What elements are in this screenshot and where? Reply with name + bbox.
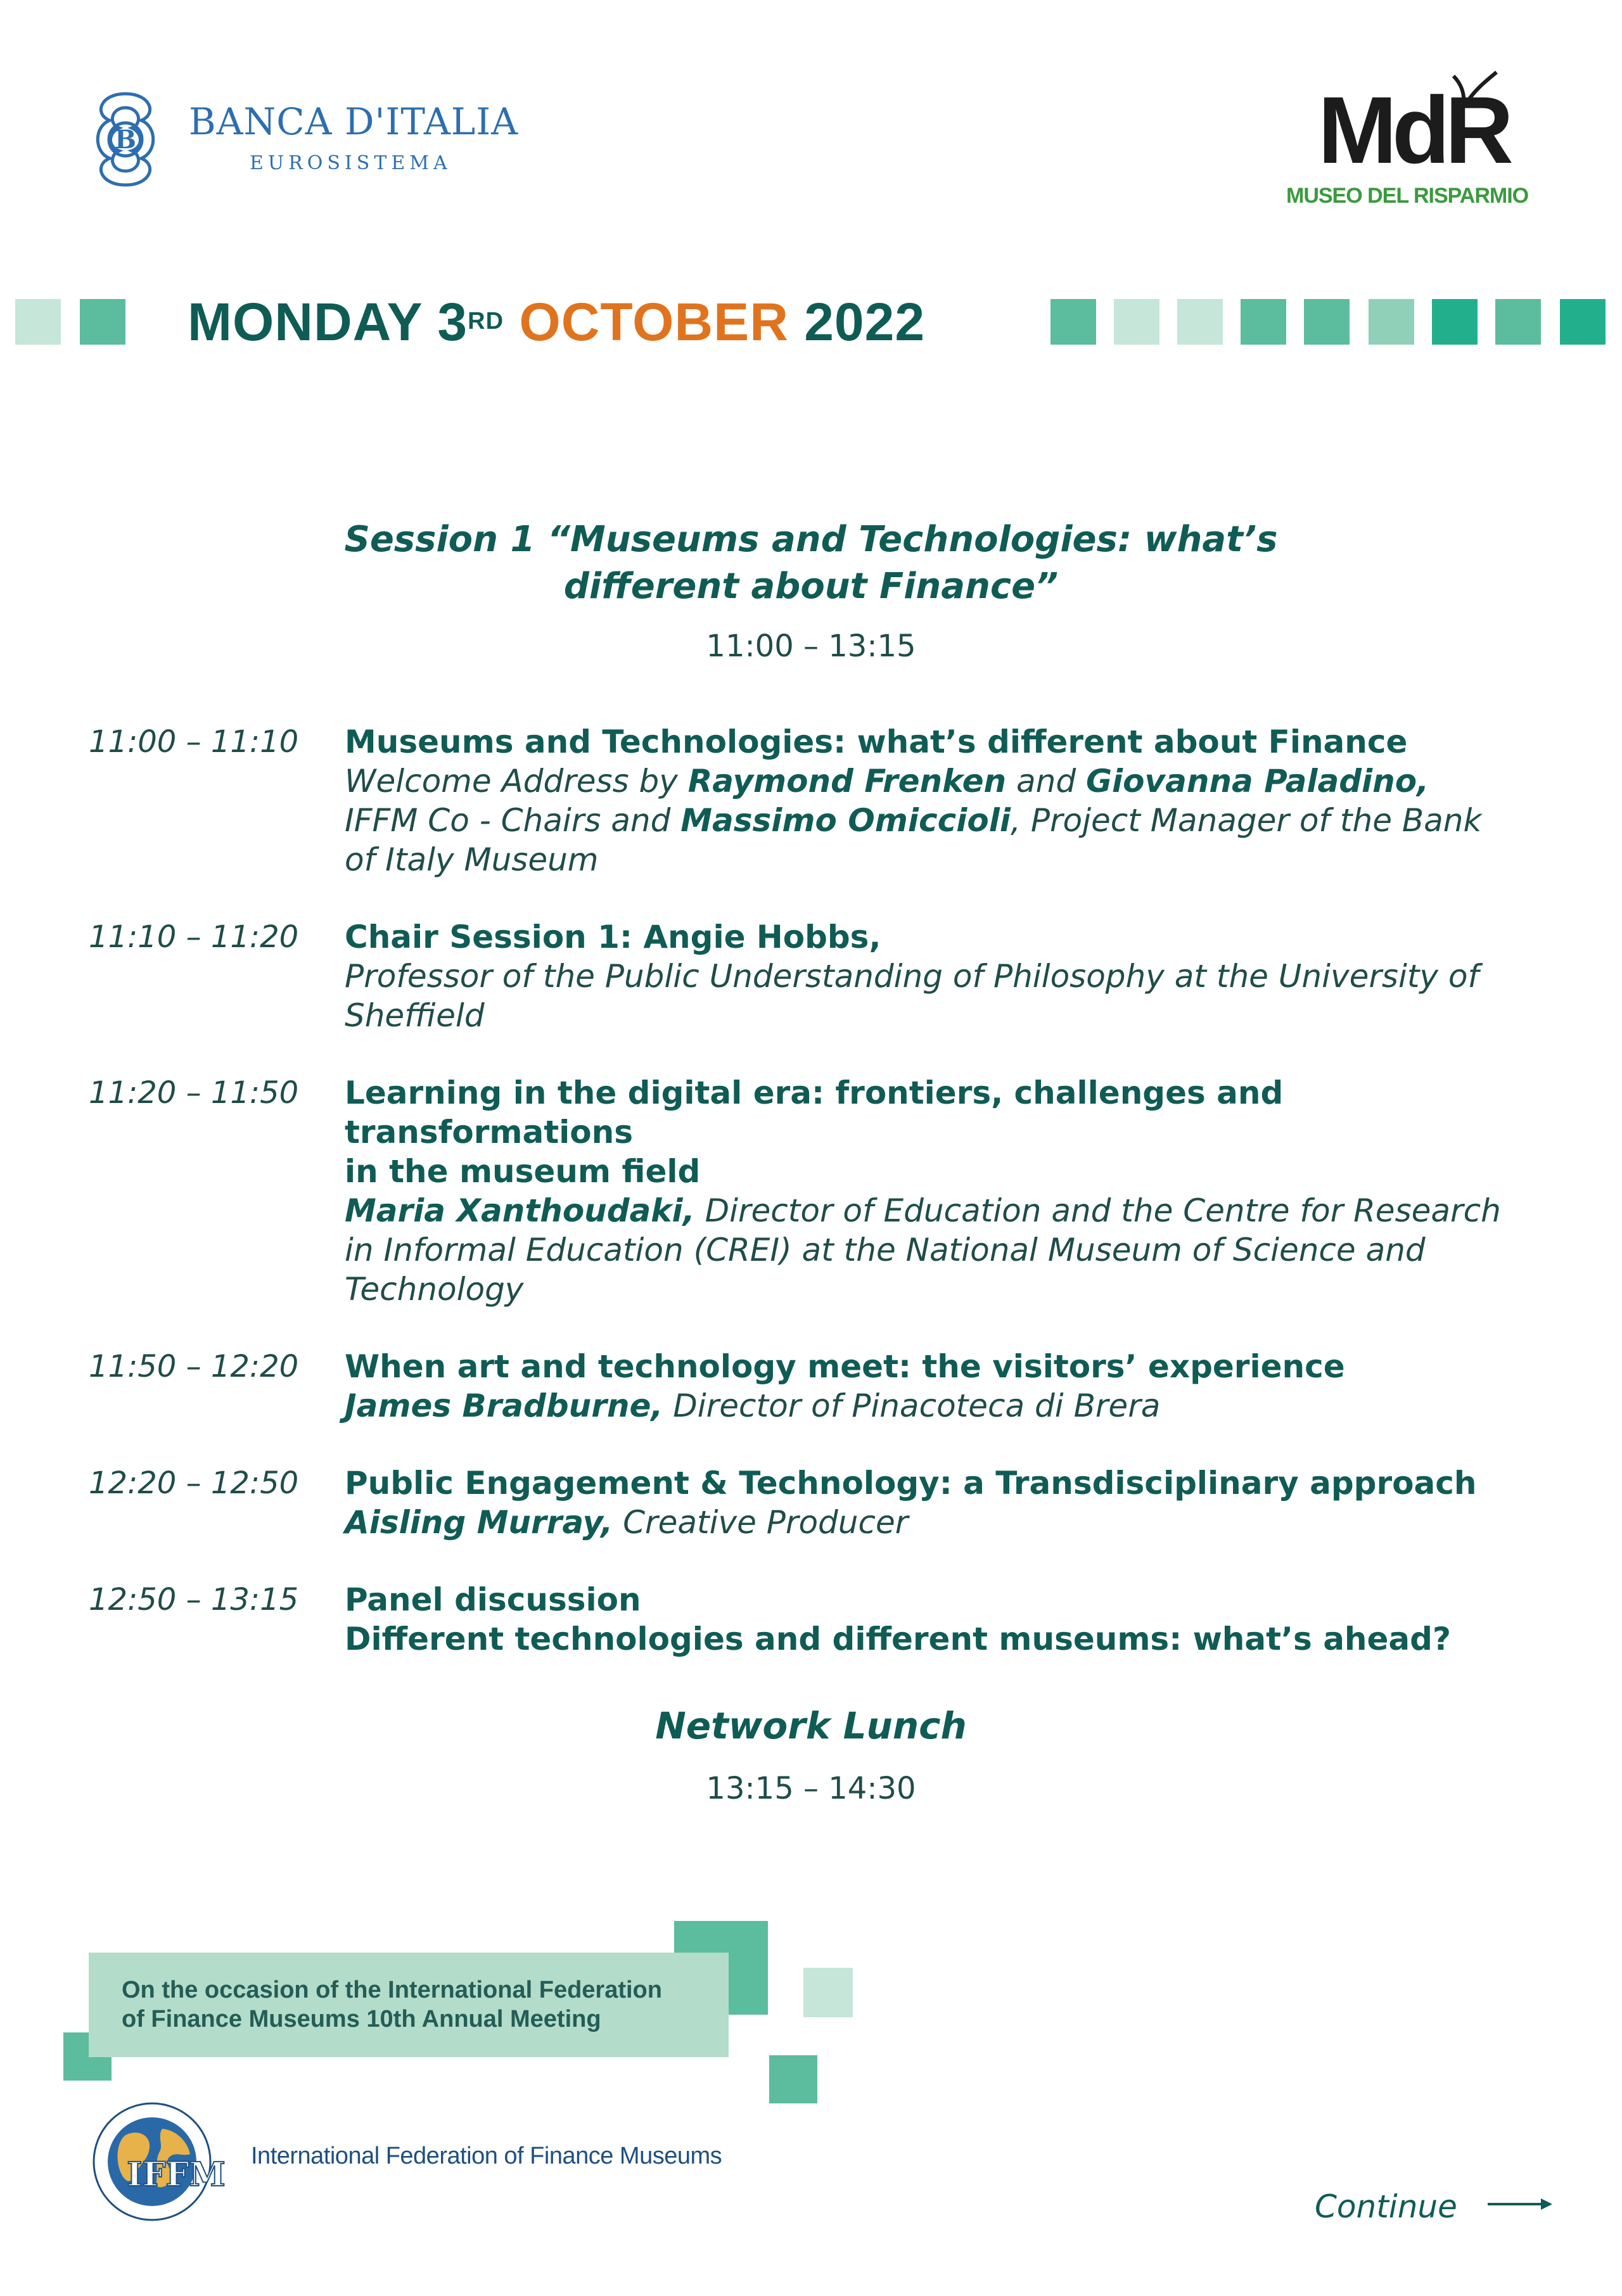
agenda-time: 12:20 – 12:50	[89, 1465, 299, 1501]
agenda-desc: Maria Xanthoudaki, Director of Education and the Centre for Research	[345, 1192, 1501, 1229]
date-year: 2022	[804, 292, 926, 352]
continue-label[interactable]: Continue	[1315, 2188, 1457, 2225]
lunch-title: Network Lunch	[655, 1704, 967, 1747]
session-title-line: different about Finance”	[563, 566, 1059, 607]
date-month: OCTOBER	[519, 292, 789, 352]
agenda-time: 12:50 – 13:15	[89, 1582, 299, 1617]
agenda-time: 11:10 – 11:20	[89, 919, 299, 955]
deco-square	[15, 299, 61, 345]
speaker-name: Massimo Omiccioli	[680, 802, 1011, 839]
agenda-item	[89, 722, 1546, 879]
agenda-desc: Technology	[345, 1271, 524, 1308]
agenda-title: Chair Session 1: Angie Hobbs,	[345, 919, 881, 955]
speaker-name: Maria Xanthoudaki,	[345, 1192, 695, 1229]
bank-subtitle: EUROSISTEMA	[250, 152, 452, 174]
occasion-text: On the occasion of the International Federation	[122, 1977, 662, 2003]
iffm-logo	[81, 2091, 239, 2230]
deco-square	[1177, 299, 1223, 345]
lunch-time: 13:15 – 14:30	[706, 1771, 916, 1806]
deco-square	[1114, 299, 1159, 345]
agenda-desc: Professor of the Public Understanding of Philosophy at the University of	[345, 958, 1479, 995]
agenda-desc: Welcome Address by Raymond Frenken and Giovanna Paladino,	[345, 763, 1429, 800]
agenda-title: Panel discussion	[345, 1581, 641, 1618]
agenda-title: Learning in the digital era: frontiers, challenges and transformations	[345, 1075, 1284, 1151]
agenda-time: 11:20 – 11:50	[89, 1075, 299, 1111]
speaker-name: Aisling Murray,	[345, 1504, 613, 1541]
speaker-name: Giovanna Paladino,	[1085, 763, 1429, 800]
agenda-desc: James Bradburne, Director of Pinacoteca di Brera	[345, 1387, 1161, 1424]
date-day: MONDAY 3	[188, 292, 468, 352]
iffm-logo-text: IFFM	[127, 2155, 226, 2194]
agenda-desc: of Italy Museum	[345, 841, 599, 878]
session-title	[228, 516, 1394, 610]
agenda-item	[89, 1347, 1546, 1425]
deco-square	[1432, 299, 1478, 345]
speaker-name: Raymond Frenken	[687, 763, 1007, 800]
agenda-desc: IFFM Co - Chairs and Massimo Omiccioli, Project Manager of the Bank	[345, 802, 1482, 839]
date-heading	[188, 290, 925, 354]
agenda-title: Public Engagement & Technology: a Transdisciplinary approach	[345, 1465, 1477, 1502]
agenda-title: Museums and Technologies: what’s different about Finance	[345, 724, 1408, 760]
date-suffix: RD	[468, 308, 504, 335]
banca-italia-emblem-icon	[81, 89, 170, 190]
deco-square	[1050, 299, 1096, 345]
occasion-banner	[89, 1953, 729, 2057]
federation-name: International Federation of Finance Museums	[251, 2143, 722, 2169]
agenda-item	[89, 917, 1546, 1035]
session-time: 11:00 – 13:15	[706, 628, 916, 664]
deco-square	[1560, 299, 1606, 345]
session-title-line: Session 1 “Museums and Technologies: what’s	[344, 519, 1278, 560]
agenda-desc: Aisling Murray, Creative Producer	[345, 1504, 909, 1541]
bank-name: BANCA D'ITALIA	[189, 100, 519, 143]
agenda-time: 11:00 – 11:10	[89, 724, 299, 760]
agenda	[89, 722, 1546, 1697]
banca-italia-logo	[81, 89, 519, 196]
deco-square	[1369, 299, 1414, 345]
arrow-right-icon	[1488, 2197, 1554, 2212]
museo-risparmio-logo	[1286, 70, 1552, 215]
museum-mark: MdR	[1318, 77, 1509, 183]
agenda-title: When art and technology meet: the visitors’ experience	[345, 1348, 1345, 1385]
deco-square	[1495, 299, 1541, 345]
agenda-desc: Sheffield	[345, 997, 485, 1034]
svg-text:B: B	[115, 125, 136, 155]
agenda-title: Different technologies and different museums: what’s ahead?	[345, 1621, 1451, 1657]
agenda-item	[89, 1464, 1546, 1542]
speaker-name: James Bradburne,	[345, 1387, 663, 1424]
agenda-item	[89, 1580, 1546, 1659]
deco-square	[1304, 299, 1350, 345]
deco-square	[803, 1968, 853, 2017]
continue-link[interactable]	[1315, 2188, 1554, 2225]
deco-square	[1241, 299, 1286, 345]
deco-square	[769, 2055, 817, 2103]
agenda-desc: in Informal Education (CREI) at the National Museum of Science and	[345, 1232, 1426, 1268]
occasion-text: of Finance Museums 10th Annual Meeting	[122, 2006, 601, 2032]
agenda-title: in the museum field	[345, 1153, 701, 1190]
deco-square	[80, 299, 125, 345]
museum-name: MUSEO DEL RISPARMIO	[1286, 184, 1529, 208]
agenda-item	[89, 1073, 1546, 1309]
agenda-time: 11:50 – 12:20	[89, 1349, 299, 1384]
